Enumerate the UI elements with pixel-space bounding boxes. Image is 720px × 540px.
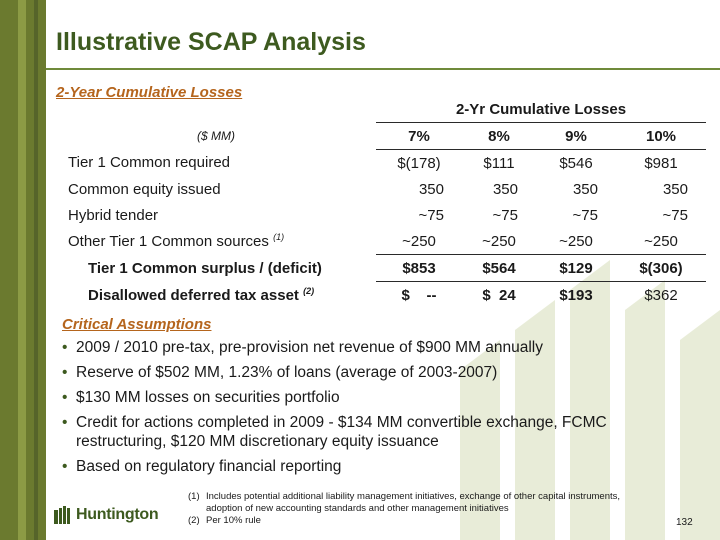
footnotes [188, 491, 648, 527]
table-row [56, 150, 706, 177]
footnote-ref: (2) [303, 285, 315, 296]
row-label: Disallowed deferred tax asset $^{(2)}$ [88, 285, 315, 304]
assumptions-header: Critical Assumptions [62, 316, 212, 333]
table-cell: ~250 [402, 232, 436, 250]
table-cell: 350 [662, 180, 688, 198]
footnote [188, 515, 648, 527]
list-item: • Reserve of $502 MM, 1.23% of loans (average of 2003-2007) [62, 363, 662, 382]
table-row [56, 255, 706, 282]
table-cell: $546 [559, 154, 593, 172]
table-cell: 350 [492, 180, 518, 198]
table-cell: $853 [376, 255, 462, 282]
column-header: 10% [616, 123, 706, 150]
list-item: • $130 MM losses on securities portfolio [62, 388, 662, 407]
assumptions-list [62, 338, 662, 482]
table-cell: ~250 [482, 232, 516, 250]
row-label: Tier 1 Common required [68, 154, 231, 172]
table-cell: $ 24 [482, 286, 516, 304]
huntington-logo [54, 505, 158, 525]
table-row [56, 176, 706, 202]
table-cell: $362 [644, 286, 678, 304]
logo-mark-icon [54, 506, 72, 524]
page-number: 132 [676, 517, 693, 528]
table-cell: $(306) [616, 255, 706, 282]
logo-text: Huntington [76, 506, 159, 523]
table-cell: $ -- [401, 286, 437, 304]
table-row [56, 282, 706, 309]
table-row [56, 228, 706, 255]
table-cell: $129 [536, 255, 616, 282]
table-cell: 350 [418, 180, 444, 198]
table-cell: ~75 [662, 206, 688, 224]
table-cell: ~250 [644, 232, 678, 250]
left-decorative-stripe [18, 0, 26, 540]
footnote-marker: (2) [188, 515, 200, 526]
losses-table [56, 96, 706, 308]
table-cell: $(178) [397, 154, 441, 172]
table-cell: ~250 [559, 232, 593, 250]
table-cell: $564 [462, 255, 536, 282]
left-decorative-stripe-dark [34, 0, 38, 540]
table-cell: ~75 [492, 206, 518, 224]
row-label: Common equity issued [68, 180, 221, 198]
footnote [188, 491, 648, 515]
list-item: • Based on regulatory financial reporting [62, 457, 662, 476]
unit-label: ($ MM) [197, 129, 235, 143]
column-header: 9% [536, 123, 616, 150]
column-header: 7% [376, 123, 462, 150]
footnote-text: Includes potential additional liability management initiatives, exchange of other capital instruments, adoption of new accounting standards and other management initiatives [206, 491, 621, 514]
table-cell: $193 [559, 286, 593, 304]
section-subtitle: 2-Year Cumulative Losses [56, 84, 243, 101]
row-label: Tier 1 Common surplus / (deficit) [88, 259, 322, 277]
table-cell: $111 [483, 154, 515, 172]
group-header: 2-Yr Cumulative Losses [376, 96, 706, 123]
table-cell: $981 [644, 154, 678, 172]
list-item: • Credit for actions completed in 2009 - $134 MM convertible exchange, FCMC restructuring, $120 MM discretionary equity issuance [62, 413, 662, 451]
row-label: Other Tier 1 Common sources $^{(1)}$ [68, 232, 285, 251]
list-item: • 2009 / 2010 pre-tax, pre-provision net revenue of $900 MM annually [62, 338, 662, 357]
title-rule [46, 68, 720, 70]
table-row [56, 202, 706, 228]
column-header: 8% [462, 123, 536, 150]
page-title: Illustrative SCAP Analysis [56, 28, 366, 56]
footnote-ref: (1) [273, 232, 285, 243]
footnote-text: Per 10% rule [206, 515, 261, 526]
table-cell: ~75 [572, 206, 598, 224]
table-cell: 350 [572, 180, 598, 198]
row-label: Hybrid tender [68, 206, 159, 224]
footnote-marker: (1) [188, 491, 200, 502]
table-cell: ~75 [418, 206, 444, 224]
